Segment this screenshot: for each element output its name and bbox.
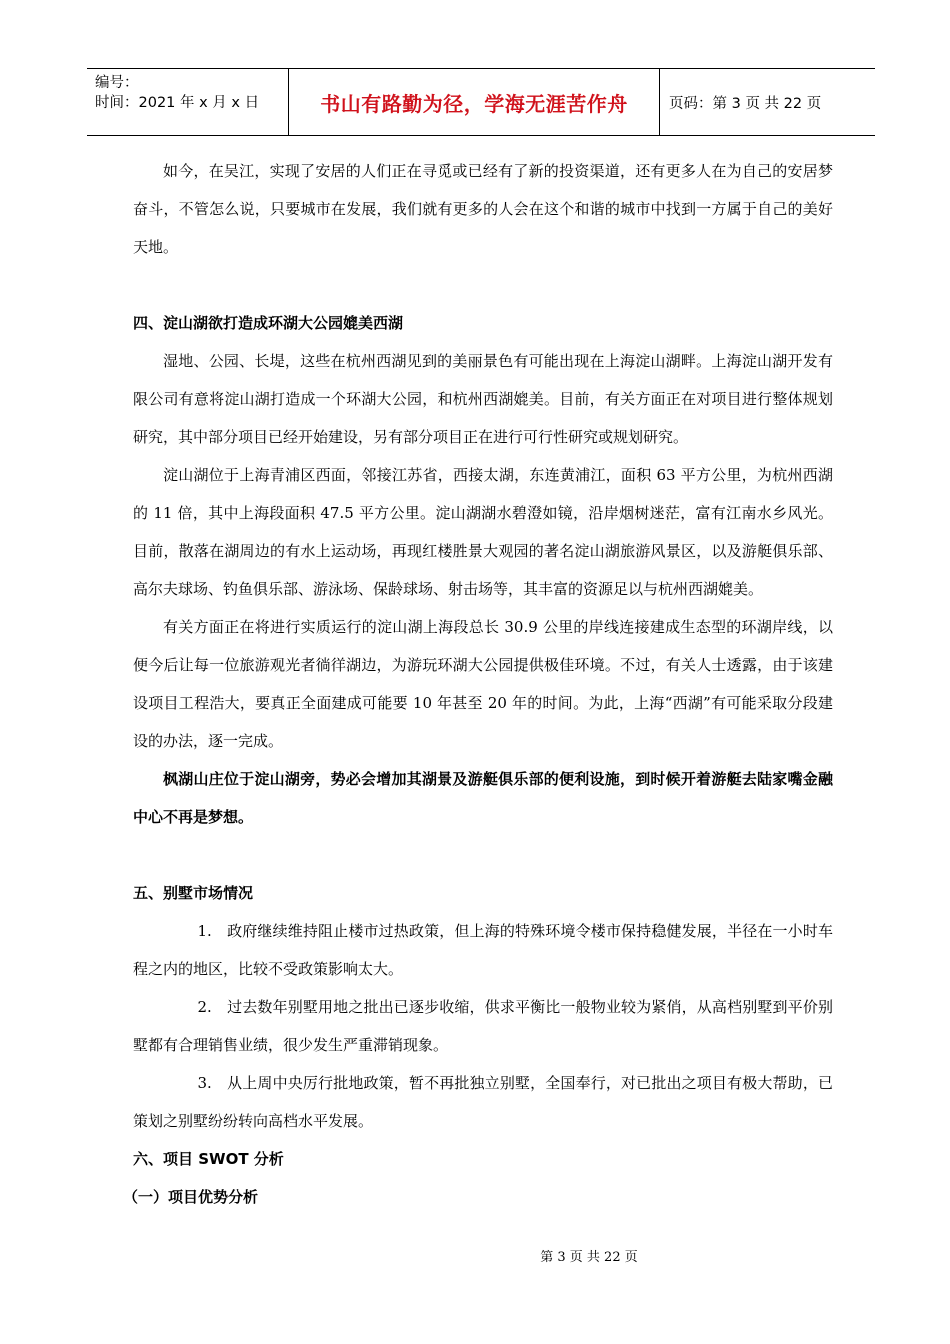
section-4-title: 四、淀山湖欲打造成环湖大公园媲美西湖 bbox=[133, 314, 404, 332]
section-5-list-item: 3. 从上周中央厉行批地政策，暂不再批独立别墅，全国奉行，对已批出之项目有极大帮助，已策划之别墅纷纷转向高档水平发展。 bbox=[133, 1074, 833, 1130]
section-5-list-item: 1. 政府继续维持阻止楼市过热政策，但上海的特殊环境令楼市保持稳健发展，半径在一小时车程之内的地区，比较不受政策影响太大。 bbox=[133, 922, 833, 978]
footer-page-number: 第 3 页 共 22 页 bbox=[540, 1250, 638, 1265]
section-6-title: 六、项目 SWOT 分析 bbox=[133, 1150, 284, 1168]
section-5-list-item: 2. 过去数年别墅用地之批出已逐步收缩，供求平衡比一般物业较为紧俏，从高档别墅到平价别墅都有合理销售业绩，很少发生严重滞销现象。 bbox=[133, 998, 833, 1054]
section-4-bold-paragraph: 枫湖山庄位于淀山湖旁，势必会增加其湖景及游艇俱乐部的便利设施，到时候开着游艇去陆家嘴金融中心不再是梦想。 bbox=[133, 770, 833, 826]
section-4-paragraph: 有关方面正在将进行实质运行的淀山湖上海段总长 30.9 公里的岸线连接建成生态型的环湖岸线，以便今后让每一位旅游观光者徜徉湖边，为游玩环湖大公园提供极佳环境。不过，有关人士透露，由于该建设项目工程浩大，要真正全面建成可能要 10 年甚至 20 年的时间。为此，上海“西湖”有可能采取分段建设的办法，逐一完成。 bbox=[133, 618, 833, 750]
intro-paragraph: 如今，在吴江，实现了安居的人们正在寻觅或已经有了新的投资渠道，还有更多人在为自己的安居梦奋斗，不管怎么说，只要城市在发展，我们就有更多的人会在这个和谐的城市中找到一方属于自己的美好天地。 bbox=[133, 162, 833, 256]
header-page-label: 页码：第 3 页 共 22 页 bbox=[669, 95, 822, 112]
section-6-subtitle: （一）项目优势分析 bbox=[123, 1188, 259, 1206]
page-header bbox=[87, 68, 875, 136]
document-time-label: 时间：2021 年 x 月 x 日 bbox=[95, 95, 260, 111]
document-number-label: 编号： bbox=[95, 75, 139, 91]
page-footer bbox=[0, 1246, 950, 1265]
section-4-paragraph: 淀山湖位于上海青浦区西面，邻接江苏省，西接太湖，东连黄浦江，面积 63 平方公里，为杭州西湖的 11 倍，其中上海段面积 47.5 平方公里。淀山湖湖水碧澄如镜，沿岸烟树迷茫，富有江南水乡风光。目前，散落在湖周边的有水上运动场，再现红楼胜景大观园的著名淀山湖旅游风景区，以及游艇俱乐部、高尔夫球场、钓鱼俱乐部、游泳场、保龄球场、射击场等，其丰富的资源足以与杭州西湖媲美。 bbox=[133, 466, 833, 598]
document-body bbox=[123, 152, 833, 1216]
header-motto: 书山有路勤为径，学海无涯苦作舟 bbox=[288, 69, 660, 135]
header-info bbox=[95, 73, 259, 113]
section-5-title: 五、别墅市场情况 bbox=[133, 884, 254, 902]
section-4-paragraph: 湿地、公园、长堤，这些在杭州西湖见到的美丽景色有可能出现在上海淀山湖畔。上海淀山湖开发有限公司有意将淀山湖打造成一个环湖大公园，和杭州西湖媲美。目前，有关方面正在对项目进行整体规划研究，其中部分项目已经开始建设，另有部分项目正在进行可行性研究或规划研究。 bbox=[133, 352, 833, 446]
